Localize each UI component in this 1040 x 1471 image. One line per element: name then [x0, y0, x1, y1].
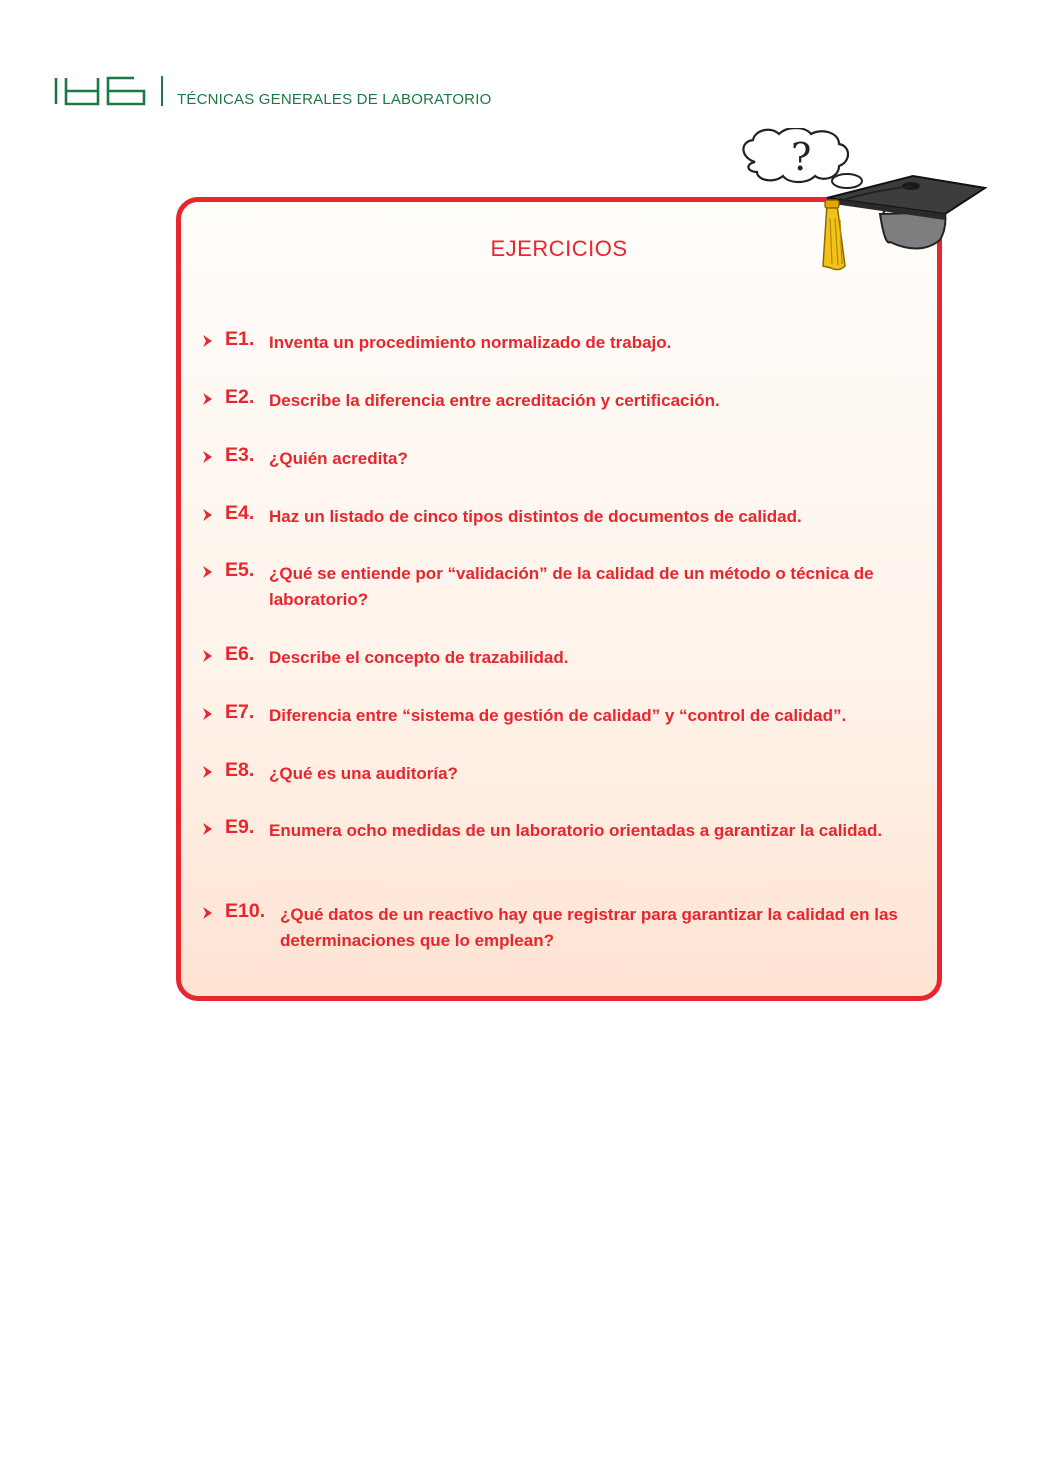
exercise-text: ¿Quién acredita? [269, 449, 408, 468]
exercise-number: E8. [225, 759, 255, 781]
exercise-number: E4. [225, 502, 255, 524]
bullet-icon [203, 335, 212, 347]
exercise-number: E6. [225, 643, 255, 665]
exercise-number: E2. [225, 386, 255, 408]
exercise-text: ¿Qué se entiende por “validación” de la calidad de un método o técnica de laboratorio? [269, 564, 874, 609]
exercise-text: Diferencia entre “sistema de gestión de calidad” y “control de calidad”. [269, 706, 847, 725]
exercises-title: EJERCICIOS [490, 236, 628, 261]
bullet-icon [203, 451, 212, 463]
exercise-text: Inventa un procedimiento normalizado de trabajo. [269, 333, 672, 352]
exercise-text: Describe el concepto de trazabilidad. [269, 648, 569, 667]
book-title: TÉCNICAS GENERALES DE LABORATORIO [177, 91, 492, 108]
bullet-icon [203, 907, 212, 919]
exercise-text: ¿Qué datos de un reactivo hay que registrar para garantizar la calidad en las determinaciones que lo emplean? [280, 905, 898, 950]
exercise-number: E9. [225, 816, 255, 838]
exercise-text: ¿Qué es una auditoría? [269, 764, 458, 783]
exercise-number: E10. [225, 900, 266, 922]
bullet-icon [203, 566, 212, 578]
bullet-icon [203, 766, 212, 778]
bullet-icon [203, 823, 212, 835]
bullet-icon [203, 393, 212, 405]
bullet-icon [203, 708, 212, 720]
bullet-icon [203, 509, 212, 521]
exercise-number: E5. [225, 559, 255, 581]
exercise-text: Describe la diferencia entre acreditación y certificación. [269, 391, 720, 410]
exercises-box [176, 197, 942, 1001]
exercise-number: E7. [225, 701, 255, 723]
exercise-number: E1. [225, 328, 255, 350]
header-separator [161, 76, 163, 106]
exercise-text: Enumera ocho medidas de un laboratorio orientadas a garantizar la calidad. [269, 821, 883, 840]
exercise-number: E3. [225, 444, 255, 466]
thought-question-mark: ? [791, 135, 812, 179]
bullet-icon [203, 650, 212, 662]
graduation-cap-icon [735, 128, 990, 278]
exercise-text: Haz un listado de cinco tipos distintos de documentos de calidad. [269, 507, 802, 526]
page-number [52, 74, 152, 108]
